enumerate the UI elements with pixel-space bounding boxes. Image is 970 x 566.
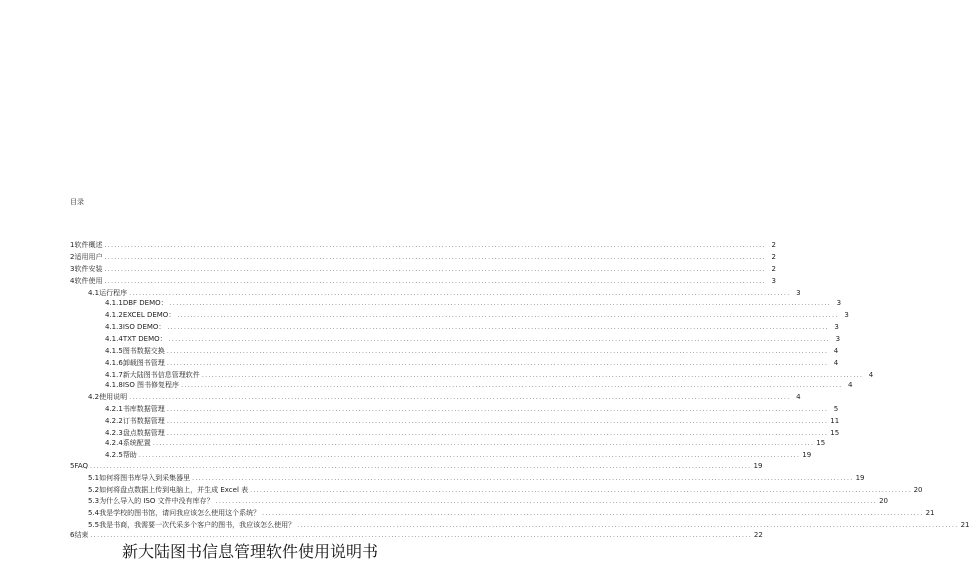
toc-entry-page: 3	[844, 311, 849, 319]
toc-entry-title: 使用说明	[99, 393, 128, 401]
toc-entry-number: 4	[70, 277, 75, 285]
toc-leader-dots: ........................................................................................................................................................................................................	[166, 348, 829, 355]
toc-entry-title: 图书数据交换	[122, 347, 165, 355]
toc-leader-dots: ........................................................................................................................................................................................................	[181, 382, 843, 389]
toc-leader-dots: ........................................................................................................................................................................................................	[201, 372, 864, 379]
toc-entry[interactable]	[105, 322, 839, 332]
toc-leader-dots: ........................................................................................................................................................................................................	[104, 254, 766, 261]
toc-leader-dots: ........................................................................................................................................................................................................	[104, 242, 766, 249]
toc-entry[interactable]	[70, 240, 776, 250]
toc-entry-number: 4.1.7	[105, 371, 123, 379]
toc-entry-number: 2	[70, 253, 75, 261]
toc-leader-dots: ........................................................................................................................................................................................................	[166, 418, 829, 425]
toc-entry-title: TXT DEMO：	[122, 335, 167, 343]
toc-entry-page: 2	[771, 253, 776, 261]
toc-entry-page: 22	[753, 531, 763, 539]
toc-entry-number: 4.2.1	[105, 405, 123, 413]
toc-entry-number: 5.3	[88, 497, 100, 505]
toc-entry[interactable]	[105, 428, 840, 438]
toc-leader-dots: ........................................................................................................................................................................................................	[166, 406, 829, 413]
toc-entry-number: 4.1.8	[105, 381, 123, 389]
toc-entry-page: 11	[830, 417, 840, 425]
toc-entry-number: 4.2.2	[105, 417, 123, 425]
toc-entry-title: DBF DEMO：	[122, 299, 168, 307]
toc-leader-dots: ........................................................................................................................................................................................................	[129, 394, 791, 401]
toc-entry-number: 5.1	[88, 474, 100, 482]
toc-entry[interactable]	[70, 530, 763, 540]
toc-entry-number: 4.2.4	[105, 439, 123, 447]
toc-entry-page: 19	[802, 451, 812, 459]
toc-entry[interactable]	[70, 276, 776, 286]
toc-entry[interactable]	[105, 298, 842, 308]
toc-entry[interactable]	[70, 264, 776, 274]
toc-leader-dots: ........................................................................................................................................................................................................	[90, 532, 752, 539]
toc-leader-dots: ........................................................................................................................................................................................................	[166, 360, 829, 367]
toc-entry-title: 运行程序	[99, 289, 128, 297]
toc-entry-number: 4.1.3	[105, 323, 123, 331]
toc-entry[interactable]	[70, 252, 776, 262]
toc-entry-title: 系统配置	[122, 439, 151, 447]
toc-entry[interactable]	[70, 461, 763, 471]
toc-leader-dots: ........................................................................................................................................................................................................	[104, 278, 766, 285]
toc-entry-title: 新大陆图书信息管理软件	[122, 371, 200, 379]
toc-entry[interactable]	[105, 334, 841, 344]
toc-leader-dots: ........................................................................................................................................................................................................	[104, 266, 766, 273]
toc-entry-number: 4.2	[88, 393, 100, 401]
toc-leader-dots: ........................................................................................................................................................................................................	[167, 324, 829, 331]
toc-entry-number: 5.4	[88, 509, 100, 517]
toc-entry[interactable]	[105, 358, 839, 368]
toc-leader-dots: ........................................................................................................................................................................................................	[215, 498, 878, 505]
toc-entry-page: 19	[753, 462, 763, 470]
document-title: 新大陆图书信息管理软件使用说明书	[121, 542, 378, 561]
toc-entry-title: 我是学校的图书馆，请问我应该怎么使用这个系统？	[99, 509, 261, 517]
toc-entry[interactable]	[105, 404, 839, 414]
toc-entry-page: 5	[833, 405, 839, 413]
toc-entry-number: 4.2.5	[105, 451, 123, 459]
toc-entry-number: 6	[70, 531, 75, 539]
toc-entry-title: 软件安装	[74, 265, 103, 273]
toc-entry-number: 5	[70, 462, 75, 470]
toc-entry-page: 3	[836, 299, 842, 307]
toc-entry-number: 4.1	[88, 289, 100, 297]
toc-entry[interactable]	[105, 380, 853, 390]
toc-entry-page: 3	[835, 335, 841, 343]
toc-entry-title: 适用用户	[74, 253, 103, 261]
toc-leader-dots: ........................................................................................................................................................................................................	[297, 522, 959, 529]
toc-entry-number: 5.2	[88, 486, 100, 494]
toc-entry-number: 4.2.3	[105, 429, 123, 437]
toc-entry[interactable]	[88, 473, 865, 483]
toc-entry-title: 帮助	[122, 451, 137, 459]
toc-entry-page: 2	[771, 241, 776, 249]
toc-entry-title: 盘点数据管理	[122, 429, 165, 437]
toc-entry-title: 书库数据管理	[122, 405, 165, 413]
toc-entry-page: 21	[960, 521, 970, 529]
toc-entry-number: 5.5	[88, 521, 100, 529]
toc-entry-page: 3	[834, 323, 839, 331]
toc-entry-title: 卸载图书管理	[122, 359, 165, 367]
toc-entry-number: 4.1.2	[105, 311, 123, 319]
toc-leader-dots: ........................................................................................................................................................................................................	[166, 430, 829, 437]
toc-entry-title: 软件使用	[74, 277, 103, 285]
toc-entry[interactable]	[88, 520, 970, 530]
toc-entry-title: 软件概述	[74, 241, 103, 249]
toc-leader-dots: ........................................................................................................................................................................................................	[168, 336, 831, 343]
toc-entry[interactable]	[88, 485, 923, 495]
toc-entry[interactable]	[105, 370, 874, 380]
toc-entry-title: ISO 图书修复程序	[122, 381, 180, 389]
toc-entry-number: 4.1.5	[105, 347, 123, 355]
toc-leader-dots: ........................................................................................................................................................................................................	[192, 475, 854, 482]
toc-entry-number: 4.1.4	[105, 335, 123, 343]
toc-entry[interactable]	[105, 438, 826, 448]
toc-entry-title: 订书数据管理	[122, 417, 165, 425]
toc-entry-title: 如何将盘点数据上传到电脑上，并生成 Excel 表	[99, 486, 249, 494]
toc-entry-page: 15	[830, 429, 840, 437]
toc-leader-dots: ........................................................................................................................................................................................................	[90, 463, 752, 470]
toc-entry[interactable]	[88, 496, 888, 506]
toc-entry-page: 4	[868, 371, 874, 379]
toc-entry-page: 4	[833, 359, 839, 367]
toc-entry-page: 15	[816, 439, 826, 447]
toc-entry-page: 4	[833, 347, 839, 355]
toc-leader-dots: ........................................................................................................................................................................................................	[177, 312, 839, 319]
toc-entry[interactable]	[105, 450, 812, 460]
toc-entry-title: 如何将图书库导入到采集器里	[99, 474, 191, 482]
toc-entry-page: 3	[771, 277, 776, 285]
toc-entry[interactable]	[105, 416, 840, 426]
toc-entry[interactable]	[105, 310, 849, 320]
toc-entry-page: 20	[879, 497, 888, 505]
toc-entry-page: 21	[925, 509, 935, 517]
toc-entry-title: FAQ	[74, 462, 89, 470]
toc-entry[interactable]	[88, 288, 801, 298]
toc-entry-number: 4.1.1	[105, 299, 123, 307]
toc-leader-dots: ........................................................................................................................................................................................................	[169, 300, 832, 307]
toc-leader-dots: ........................................................................................................................................................................................................	[138, 452, 801, 459]
toc-entry-page: 4	[848, 381, 853, 389]
toc-leader-dots: ........................................................................................................................................................................................................	[152, 440, 815, 447]
toc-entry-title: EXCEL DEMO：	[122, 311, 176, 319]
toc-entry-page: 4	[796, 393, 801, 401]
toc-entry-page: 20	[913, 486, 923, 494]
toc-entry-number: 4.1.6	[105, 359, 123, 367]
toc-entry-title: ISO DEMO：	[122, 323, 166, 331]
toc-leader-dots: ........................................................................................................................................................................................................	[129, 290, 791, 297]
toc-entry-page: 3	[796, 289, 801, 297]
toc-entry-number: 3	[70, 265, 75, 273]
toc-entry[interactable]	[88, 392, 801, 402]
toc-heading: 目录	[70, 198, 84, 206]
toc-entry-page: 2	[771, 265, 776, 273]
toc-leader-dots: ........................................................................................................................................................................................................	[250, 487, 912, 494]
toc-entry-number: 1	[70, 241, 75, 249]
toc-leader-dots: ........................................................................................................................................................................................................	[262, 510, 924, 517]
toc-entry[interactable]	[105, 346, 839, 356]
toc-entry[interactable]	[88, 508, 935, 518]
toc-entry-title: 为什么导入的 ISO 文件中没有库存？	[99, 497, 214, 505]
toc-entry-title: 结束	[74, 531, 89, 539]
toc-entry-title: 我是书商，我需要一次代采多个客户的图书，我应该怎么使用？	[99, 521, 296, 529]
toc-entry-page: 19	[855, 474, 865, 482]
